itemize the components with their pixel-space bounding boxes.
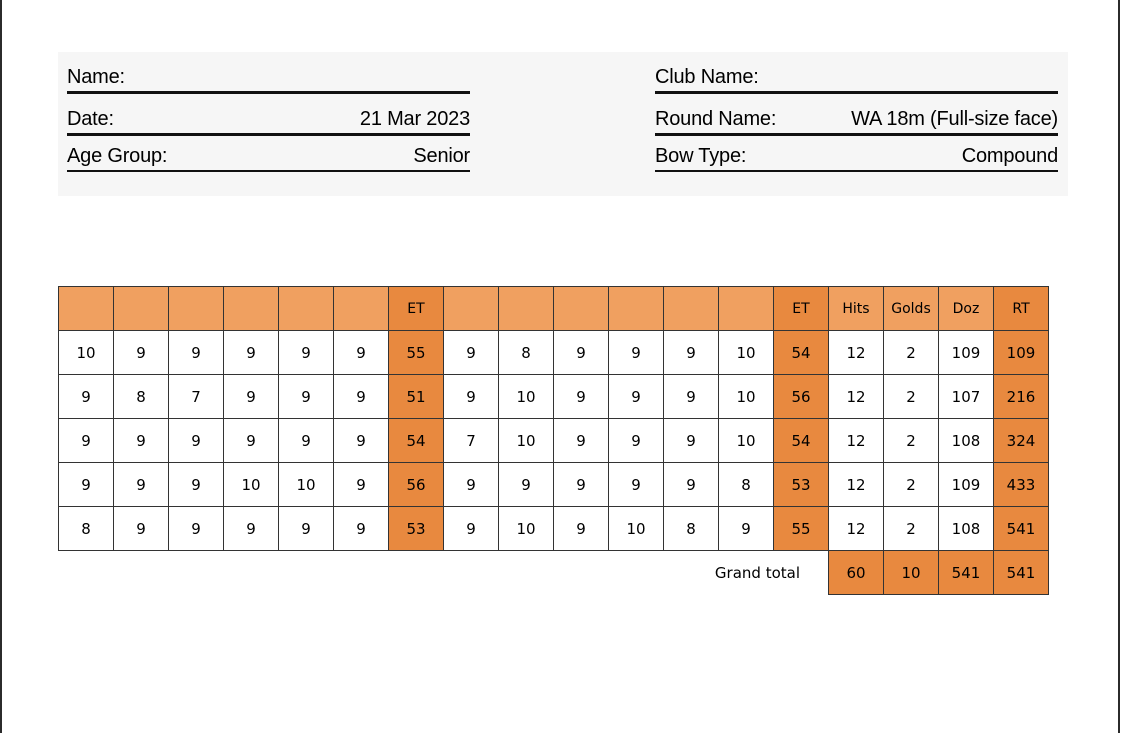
score-cell: 9 — [334, 507, 389, 551]
column-header: ET — [389, 287, 444, 331]
score-cell: 9 — [499, 463, 554, 507]
score-cell: 9 — [664, 375, 719, 419]
total-cell: 56 — [774, 375, 829, 419]
column-header: Doz — [939, 287, 994, 331]
score-cell: 10 — [279, 463, 334, 507]
grand-total-row — [59, 551, 1049, 595]
end-row — [59, 375, 1049, 419]
column-header — [664, 287, 719, 331]
total-cell: 53 — [389, 507, 444, 551]
score-cell: 8 — [59, 507, 114, 551]
score-cell: 9 — [554, 331, 609, 375]
total-cell: 216 — [994, 375, 1049, 419]
score-table — [58, 286, 1049, 595]
score-cell: 9 — [224, 331, 279, 375]
score-cell: 9 — [279, 507, 334, 551]
round-name-field — [655, 102, 1058, 136]
end-row — [59, 331, 1049, 375]
grand-total-golds: 10 — [884, 551, 939, 595]
column-header — [719, 287, 774, 331]
total-cell: 55 — [774, 507, 829, 551]
score-cell: 7 — [444, 419, 499, 463]
grand-total-label: Grand total — [714, 563, 800, 582]
score-cell: 9 — [444, 331, 499, 375]
score-cell: 12 — [829, 419, 884, 463]
grand-total-hits: 60 — [829, 551, 884, 595]
score-cell: 9 — [609, 375, 664, 419]
score-cell: 10 — [609, 507, 664, 551]
score-cell: 9 — [279, 375, 334, 419]
score-cell: 9 — [719, 507, 774, 551]
score-cell: 9 — [334, 331, 389, 375]
score-cell: 9 — [609, 331, 664, 375]
score-cell: 9 — [609, 463, 664, 507]
end-row — [59, 463, 1049, 507]
column-header — [224, 287, 279, 331]
bow-type-field — [655, 138, 1058, 172]
score-cell: 9 — [169, 331, 224, 375]
score-cell: 12 — [829, 463, 884, 507]
column-header — [554, 287, 609, 331]
score-cell: 9 — [664, 419, 719, 463]
score-cell: 9 — [59, 419, 114, 463]
round-name-value: WA 18m (Full-size face) — [851, 108, 1058, 130]
club-name-label: Club Name: — [655, 66, 759, 88]
score-cell: 9 — [334, 375, 389, 419]
total-cell: 109 — [994, 331, 1049, 375]
score-cell: 109 — [939, 331, 994, 375]
column-header — [114, 287, 169, 331]
score-cell: 9 — [59, 463, 114, 507]
total-cell: 54 — [774, 419, 829, 463]
column-header: Hits — [829, 287, 884, 331]
total-cell: 433 — [994, 463, 1049, 507]
total-cell: 54 — [389, 419, 444, 463]
score-cell: 9 — [114, 463, 169, 507]
score-cell: 10 — [719, 419, 774, 463]
score-cell: 12 — [829, 507, 884, 551]
column-header — [59, 287, 114, 331]
score-cell: 8 — [114, 375, 169, 419]
total-cell: 56 — [389, 463, 444, 507]
score-cell: 9 — [334, 419, 389, 463]
club-name-field — [655, 60, 1058, 94]
score-cell: 9 — [444, 375, 499, 419]
name-field — [67, 60, 470, 94]
column-header: ET — [774, 287, 829, 331]
total-cell: 55 — [389, 331, 444, 375]
round-name-label: Round Name: — [655, 108, 777, 130]
score-cell: 9 — [554, 419, 609, 463]
score-cell: 108 — [939, 419, 994, 463]
scoresheet-header — [58, 52, 1068, 196]
score-cell: 10 — [719, 331, 774, 375]
score-cell: 10 — [499, 375, 554, 419]
score-cell: 9 — [444, 463, 499, 507]
date-value: 21 Mar 2023 — [359, 108, 470, 130]
end-row — [59, 419, 1049, 463]
column-header: Golds — [884, 287, 939, 331]
score-cell: 107 — [939, 375, 994, 419]
score-cell: 10 — [499, 419, 554, 463]
score-cell: 9 — [224, 419, 279, 463]
score-cell: 9 — [334, 463, 389, 507]
table-header-row — [59, 287, 1049, 331]
total-cell: 51 — [389, 375, 444, 419]
score-cell: 2 — [884, 331, 939, 375]
score-cell: 9 — [59, 375, 114, 419]
score-cell: 10 — [499, 507, 554, 551]
score-cell: 2 — [884, 507, 939, 551]
score-cell: 8 — [499, 331, 554, 375]
score-cell: 9 — [554, 463, 609, 507]
score-cell: 2 — [884, 463, 939, 507]
score-cell: 108 — [939, 507, 994, 551]
score-cell: 9 — [114, 331, 169, 375]
age-group-value: Senior — [413, 145, 470, 167]
score-cell: 2 — [884, 419, 939, 463]
total-cell: 53 — [774, 463, 829, 507]
score-cell: 9 — [169, 507, 224, 551]
column-header: RT — [994, 287, 1049, 331]
score-cell: 9 — [554, 375, 609, 419]
date-field — [67, 102, 470, 136]
total-cell: 541 — [994, 507, 1049, 551]
grand-total-doz: 541 — [939, 551, 994, 595]
column-header — [279, 287, 334, 331]
score-cell: 9 — [169, 463, 224, 507]
total-cell: 324 — [994, 419, 1049, 463]
column-header — [499, 287, 554, 331]
score-cell: 7 — [169, 375, 224, 419]
score-cell: 9 — [664, 331, 719, 375]
score-cell: 10 — [224, 463, 279, 507]
column-header — [444, 287, 499, 331]
score-cell: 8 — [664, 507, 719, 551]
score-cell: 9 — [554, 507, 609, 551]
name-label: Name: — [67, 66, 125, 88]
grand-total-rt: 541 — [994, 551, 1049, 595]
total-cell: 54 — [774, 331, 829, 375]
score-cell: 9 — [114, 419, 169, 463]
score-cell: 9 — [609, 419, 664, 463]
score-cell: 9 — [224, 507, 279, 551]
score-cell: 12 — [829, 331, 884, 375]
score-cell: 9 — [444, 507, 499, 551]
score-cell: 9 — [279, 419, 334, 463]
score-cell: 109 — [939, 463, 994, 507]
score-cell: 10 — [59, 331, 114, 375]
age-group-label: Age Group: — [67, 145, 168, 167]
score-cell: 9 — [169, 419, 224, 463]
bow-type-value: Compound — [961, 145, 1058, 167]
score-cell: 10 — [719, 375, 774, 419]
score-cell: 9 — [114, 507, 169, 551]
score-cell: 9 — [224, 375, 279, 419]
end-row — [59, 507, 1049, 551]
column-header — [334, 287, 389, 331]
bow-type-label: Bow Type: — [655, 145, 747, 167]
column-header — [609, 287, 664, 331]
score-cell: 8 — [719, 463, 774, 507]
score-cell: 2 — [884, 375, 939, 419]
date-label: Date: — [67, 108, 114, 130]
score-cell: 9 — [664, 463, 719, 507]
age-group-field — [67, 138, 470, 172]
score-cell: 9 — [279, 331, 334, 375]
score-cell: 12 — [829, 375, 884, 419]
column-header — [169, 287, 224, 331]
